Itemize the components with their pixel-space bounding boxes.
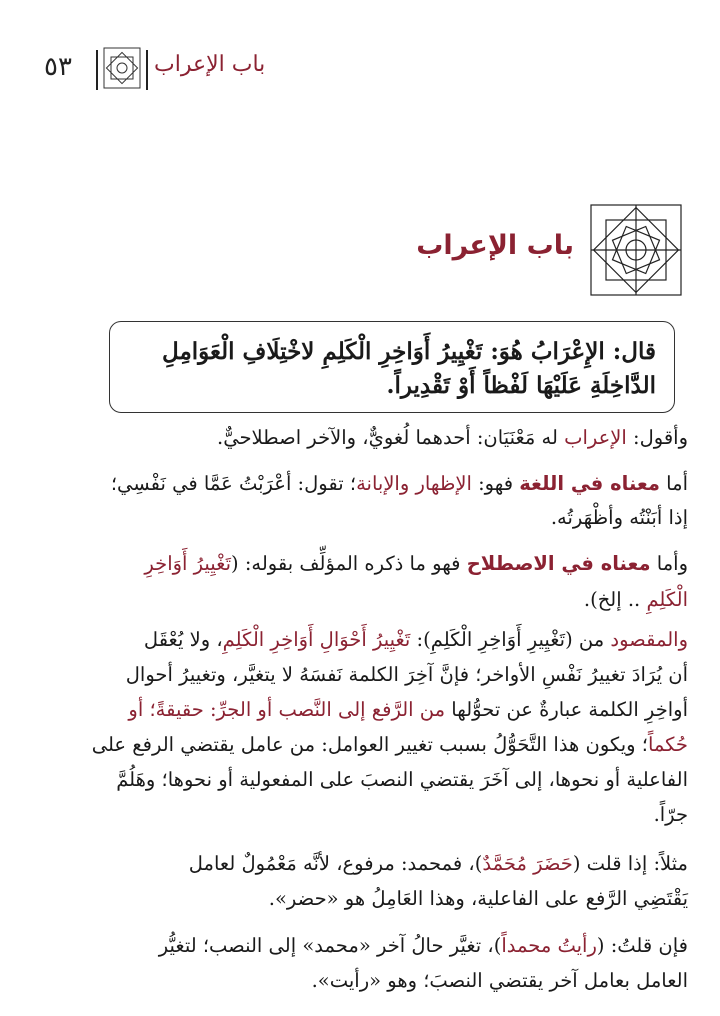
page-number: ٥٣ (44, 52, 72, 82)
page-header (18, 40, 698, 92)
author-quote-box (109, 321, 675, 413)
paragraph-line: فإن قلتُ: (رأيتُ محمداً)، تغيَّر حالُ آخر «محمد» إلى النصب؛ لتغيُّر (158, 934, 688, 957)
geometric-star-ornament-icon (102, 46, 142, 90)
running-title: باب الإعراب (154, 52, 266, 77)
paragraph-line: والمقصود من (تَغْيِيرِ أَوَاخِرِ الْكَلِمِ): تَغْيِيرُ أَحْوَالِ أَوَاخِرِ الْكَلِمِ، ولا يُعْقَل (143, 628, 688, 651)
chapter-heading (416, 204, 682, 296)
paragraph-line: وأقول: الإعراب له مَعْنَيَان: أحدهما لُغويٌّ، والآخر اصطلاحيٌّ. (217, 426, 688, 449)
paragraph-line: يَقْتَضِي الرَّفع على الفاعلية، وهذا العَامِلُ هو «حضر». (268, 887, 688, 910)
quote-line: الدَّاخِلَةِ عَلَيْهَا لَفْظاً أَوْ تَقْدِيراً. (386, 372, 656, 399)
paragraph-line: أواخِرِ الكلمة عبارةٌ عن تحوُّلها من الرَّفع إلى النَّصب أو الجرِّ: حقيقةً؛ أو (128, 698, 688, 721)
header-divider (96, 50, 98, 90)
quote-line: قال: الإِعْرَابُ هُوَ: تَغْيِيرُ أَوَاخِرِ الْكَلِمِ لاخْتِلَافِ الْعَوَامِلِ (162, 338, 656, 365)
chapter-title: باب الإعراب (416, 230, 574, 261)
paragraph-line: وأما معناه في الاصطلاح فهو ما ذكره المؤلِّف بقوله: (تَغْيِيرُ أَوَاخِرِ (144, 552, 688, 575)
paragraph-line: إذا أبَنْتُه وأظْهَرتُه. (550, 506, 688, 529)
paragraph-line: حُكماً؛ ويكون هذا التَّحَوُّلُ بسبب تغيير العوامل: من عامل يقتضي الرفع على (91, 733, 688, 756)
geometric-star-ornament-icon (590, 204, 682, 296)
paragraph-line: الفاعلية أو نحوها، إلى آخَرَ يقتضي النصبَ على المفعولية أو نحوها؛ وهَلُمَّ (116, 768, 688, 791)
paragraph-line: أن يُرَادَ تغييرُ نَفْسِ الأواخر؛ فإنَّ آخِرَ الكلمة نَفسَهُ لا يتغيَّر، وتغييرُ أحوال (125, 663, 688, 686)
paragraph-line: مثلاً: إذا قلت (حَضَرَ مُحَمَّدٌ)، فمحمد: مرفوع، لأنَّه مَعْمُولٌ لعامل (188, 852, 688, 875)
header-divider (146, 50, 148, 90)
paragraph-line: العامل بعامل آخر يقتضي النصبَ؛ وهو «رأيت». (311, 969, 688, 992)
paragraph-line: الْكَلِمِ .. إلخ). (583, 588, 688, 611)
paragraph-line: جرّاً. (653, 803, 688, 826)
paragraph-line: أما معناه في اللغة فهو: الإظهار والإبانة؛ تقول: أعْرَبْتُ عَمَّا في نَفْسِي؛ (110, 472, 688, 495)
